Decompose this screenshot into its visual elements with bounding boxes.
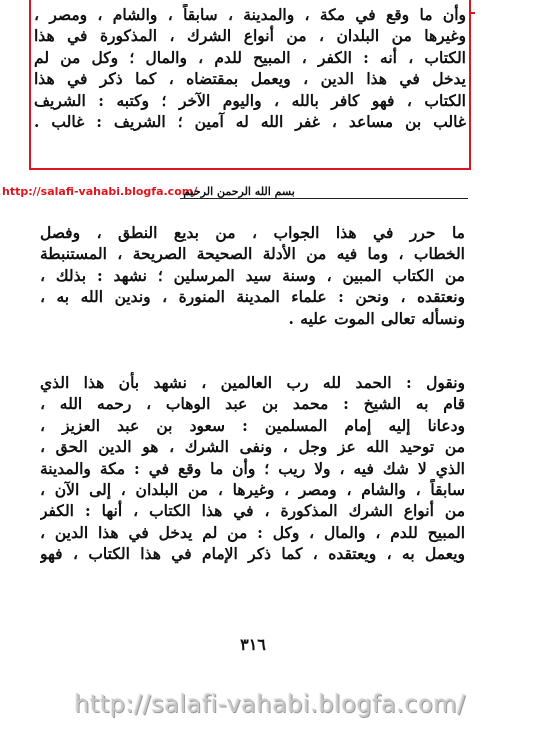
divider-rule <box>180 198 468 199</box>
text-line: غالب بن مساعد ، غفر الله له آمين ؛ الشريف : غالب . <box>34 112 466 132</box>
text-line: ما حرر في هذا الجواب ، من بديع النطق ، وفصل <box>40 223 465 242</box>
text-line: وغيرها من البلدان ، من أنواع الشرك ، المذكورة في هذا <box>34 26 466 46</box>
basmala-heading: بسم الله الرحمن الرحيم <box>183 185 295 198</box>
text-line: قام به الشيخ : محمد بن عبد الوهاب ، رحمه الله ، <box>40 394 465 414</box>
text-line: الكتاب ، أنه : الكفر ، المبيح للدم ، والمال ؛ وكل من لم <box>34 47 466 67</box>
text-line: المبيح للدم ، والمال ، وكل : من لم يدخل في هذا الدين ، <box>40 522 465 542</box>
paragraph-2 <box>40 372 465 565</box>
text-line: من أنواع الشرك المذكورة ، في هذا الكتاب ، أنها : الكفر <box>40 501 465 521</box>
highlight-corner-mark <box>469 0 475 14</box>
text-line: من توحيد الله عز وجل ، ونفى الشرك ، هو الدين الحق ، <box>40 437 465 457</box>
page-number: ٣١٦ <box>240 635 266 654</box>
watermark-url-large: http://salafi-vahabi.blogfa.com/ <box>74 690 466 718</box>
watermark-url-small: http://salafi-vahabi.blogfa.com/ <box>2 185 198 198</box>
text-line: سابقاً ، والشام ، ومصر ، وغيرها ، من البلدان ، إلى الآن ، <box>40 480 465 500</box>
text-line: من الكتاب المبين ، وسنة سيد المرسلين ؛ نشهد : بذلك ، <box>40 265 465 285</box>
text-line: ونعتقده ، ونحن : علماء المدينة المنورة ، وندين الله به ، <box>40 287 465 307</box>
text-line: ونقول : الحمد لله رب العالمين ، نشهد بأن هذا الذي <box>40 373 465 392</box>
text-line: ويعمل به ، ويعتقده ، كما ذكر الإمام في هذا الكتاب ، فهو <box>40 544 465 564</box>
text-line: الخطاب ، وما فيه من الأدلة الصحيحة الصريحة ، المستنبطة <box>40 244 465 264</box>
text-line: ودعانا إليه إمام المسلمين : سعود بن عبد العزيز ، <box>40 415 465 435</box>
boxed-quote <box>34 4 466 132</box>
text-line: وأن ما وقع في مكة ، والمدينة ، سابقاً ، والشام ، ومصر ، <box>34 5 466 24</box>
text-line: ونسأله تعالى الموت عليه . <box>288 308 465 328</box>
text-line: يدخل في هذا الدين ، ويعمل بمقتضاه ، كما ذكر في هذا <box>34 69 466 89</box>
text-line: الكتاب ، فهو كافر بالله ، واليوم الآخر ؛ وكتبه : الشريف <box>34 90 466 110</box>
text-line: الذي لا شك فيه ، ولا ريب ؛ وأن ما وقع في : مكة والمدينة <box>40 458 465 478</box>
paragraph-1 <box>40 222 465 329</box>
